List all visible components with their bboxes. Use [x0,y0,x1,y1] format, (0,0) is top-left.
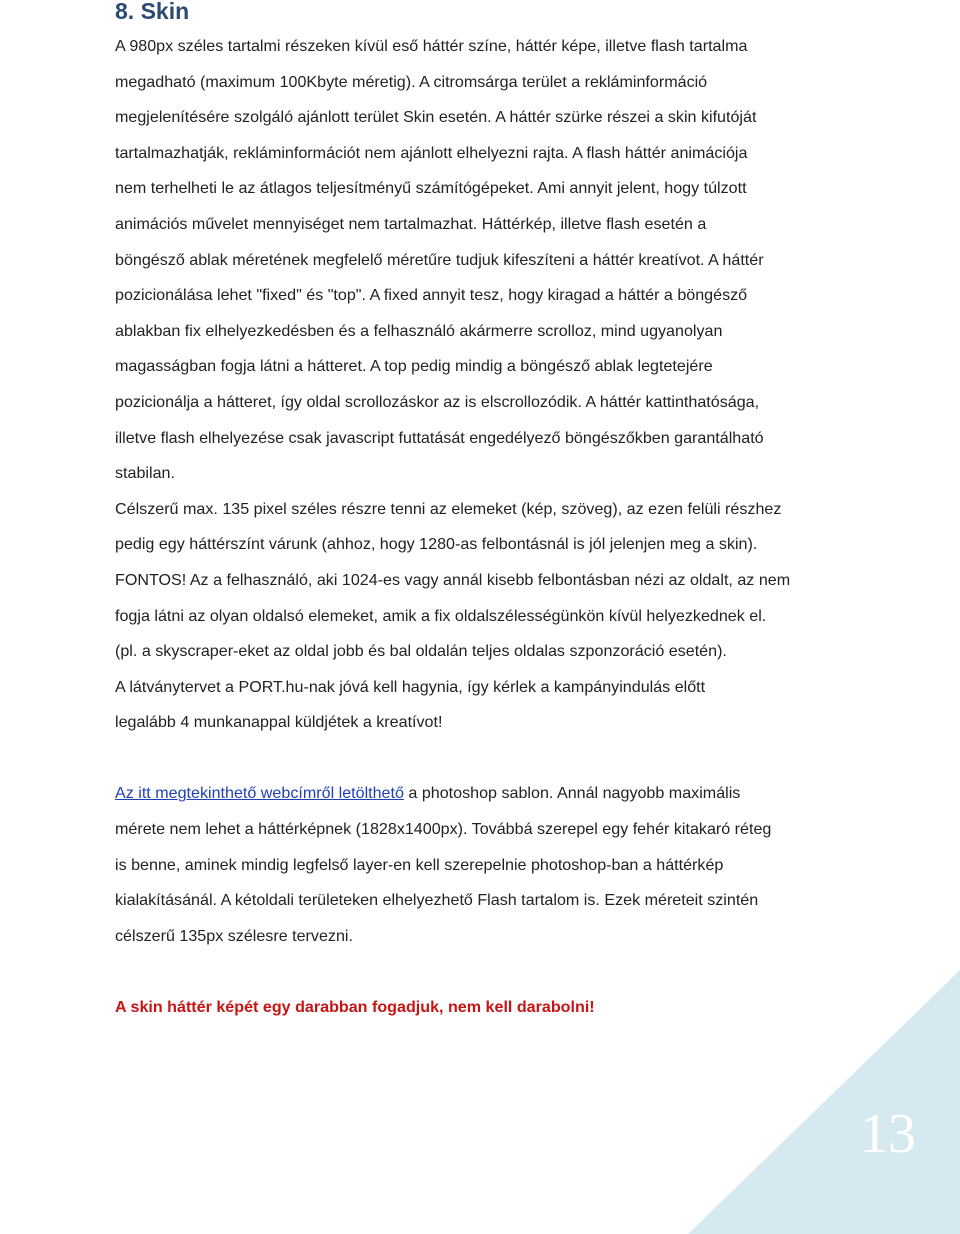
text-line: megadható (maximum 100Kbyte méretig). A citromsárga terület a rekláminformáció [115,72,708,91]
paragraph-element-width [115,492,850,563]
text-line: pozicionálja a hátteret, így oldal scrollozáskor az is elscrollozódik. A háttér kattinthatósága, [115,392,760,411]
text-line: mérete nem lehet a háttérképnek (1828x1400px). Továbbá szerepel egy fehér kitakaró réteg [115,820,772,839]
text-line: fogja látni az olyan oldalsó elemeket, amik a fix oldalszélességünkön kívül helyezkednek el. [115,606,767,625]
text-line: böngésző ablak méretének megfelelő méretűre tudjuk kifeszíteni a háttér kreatívot. A háttér [115,250,764,269]
paragraph-skin-background [115,29,850,492]
text-line: pozicionálása lehet "fixed" és "top". A fixed annyit tesz, hogy kiragad a háttér a böngésző [115,286,748,305]
text-line: illetve flash elhelyezése csak javascript futtatását engedélyező böngészőkben garantálható [115,428,764,447]
text-line [115,776,850,812]
text-line: kialakításánál. A kétoldali területeken elhelyezhető Flash tartalom is. Ezek méreteit szintén [115,891,759,910]
text-span: a photoshop sablon. Annál nagyobb maximális [403,784,741,803]
template-download-link[interactable]: Az itt megtekinthető webcímről letölthető [115,784,404,803]
text-line: stabilan. [115,464,175,483]
text-line: (pl. a skyscraper-eket az oldal jobb és bal oldalán teljes oldalas szponzoráció esetén). [115,642,727,661]
document-body [115,29,850,1026]
paragraph-important-note [115,563,850,670]
text-line: FONTOS! Az a felhasználó, aki 1024-es vagy annál kisebb felbontásban nézi az oldalt, az nem [115,570,791,589]
page-number: 13 [860,1103,916,1165]
paragraph-approval [115,670,850,741]
text-line: ablakban fix elhelyezkedésben és a felhasználó akármerre scrolloz, mind ugyanolyan [115,321,723,340]
text-line: nem terhelheti le az átlagos teljesítményű számítógépeket. Ami annyit jelent, hogy túlzott [115,179,747,198]
text-line: Célszerű max. 135 pixel széles részre tenni az elemeket (kép, szöveg), az ezen felüli részhez [115,499,782,518]
text-line: A látványtervet a PORT.hu-nak jóvá kell hagynia, így kérlek a kampányindulás előtt [115,677,706,696]
text-line: pedig egy háttérszínt várunk (ahhoz, hogy 1280-as felbontásnál is jól jelenjen meg a skin). [115,535,758,554]
text-line: magasságban fogja látni a hátteret. A top pedig mindig a böngésző ablak legtetejére [115,357,713,376]
paragraph-template-download [115,776,850,954]
section-heading: 8. Skin [115,0,190,24]
text-line: is benne, aminek mindig legfelső layer-en kell szerepelnie photoshop-ban a háttérkép [115,855,724,874]
paragraph-spacer [115,741,850,777]
text-line: célszerű 135px szélesre tervezni. [115,926,353,945]
paragraph-spacer [115,954,850,990]
text-line: A 980px széles tartalmi részeken kívül eső háttér színe, háttér képe, illetve flash tartalma [115,37,748,55]
text-line: legalább 4 munkanappal küldjétek a kreatívot! [115,713,443,732]
warning-text: A skin háttér képét egy darabban fogadjuk, nem kell darabolni! [115,998,595,1017]
text-line: megjelenítésére szolgáló ajánlott terület Skin esetén. A háttér szürke részei a skin kifutóját [115,108,757,127]
text-line: tartalmazhatják, rekláminformációt nem ajánlott elhelyezni rajta. A flash háttér animációja [115,143,748,162]
text-line: animációs művelet mennyiséget nem tartalmazhat. Háttérkép, illetve flash esetén a [115,214,707,233]
